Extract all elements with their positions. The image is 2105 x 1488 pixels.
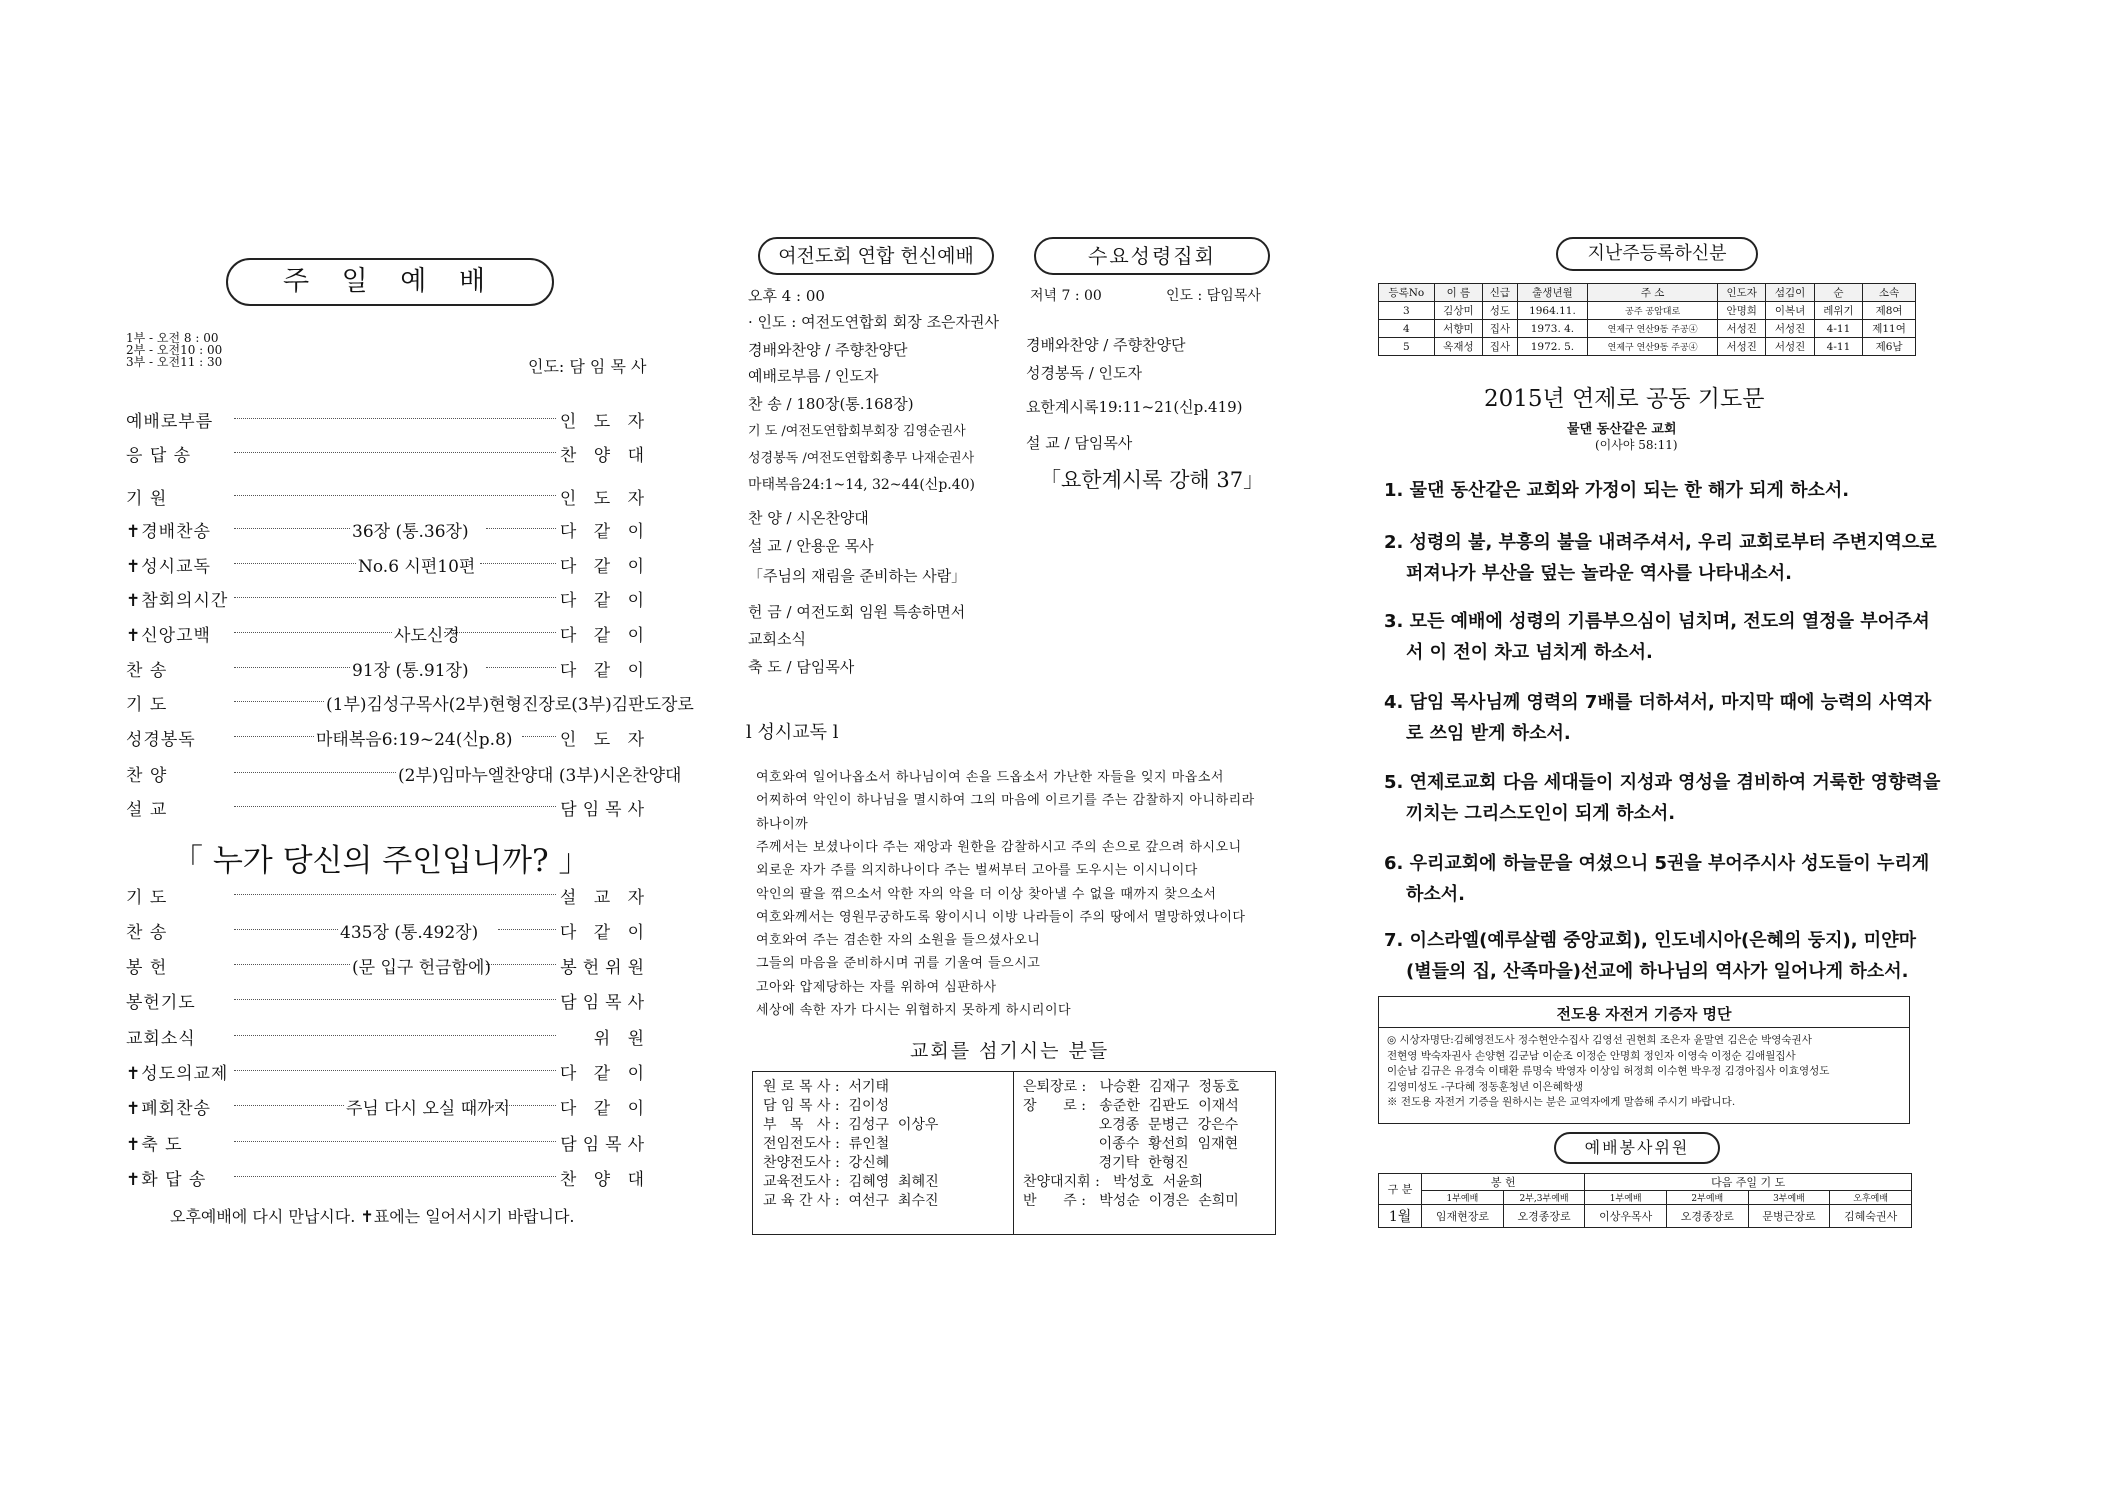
dotted-leader	[234, 418, 556, 419]
order-label: 봉헌기도	[126, 993, 196, 1013]
dotted-leader	[234, 1176, 556, 1177]
leaders-box	[752, 1071, 1276, 1235]
leader-line: 이종수 황선희 임재현	[1023, 1136, 1239, 1152]
prayer-title: 2015년 연제로 공동 기도문	[1484, 386, 1765, 412]
reading-line: 고아와 압제당하는 자를 위하여 심판하사	[756, 979, 997, 995]
order-responsible: 인 도 자	[559, 489, 650, 509]
order-responsible: 찬 양 대	[559, 1170, 650, 1190]
order-row	[126, 621, 650, 646]
dotted-leader	[234, 528, 350, 529]
order-label: ✝폐회찬송	[126, 1099, 211, 1119]
dotted-leader	[234, 736, 314, 737]
header-cell: 소속	[1863, 284, 1916, 302]
women-service-line: 찬 송 / 180장(통.168장)	[748, 395, 914, 413]
leader-line: 교 육 간 사 : 여선구 최수진	[763, 1193, 939, 1209]
dotted-leader	[234, 701, 324, 702]
order-responsible: 다 같 이	[559, 626, 650, 646]
reading-line: 하나이까	[756, 816, 809, 832]
bike-donor-line: ◎ 시상자명단:김혜영전도사 정수현안수집사 김영선 권현희 조은자 윤말연 김은순 박영숙권사	[1387, 1034, 1812, 1046]
subheader-cell: 2부,3부예배	[1503, 1191, 1585, 1205]
new-members-table	[1378, 283, 1916, 356]
dotted-leader	[234, 495, 556, 496]
header-cell: 다음 주일 기 도	[1585, 1174, 1912, 1191]
reading-line: 외로운 자가 주를 의지하나이다 주는 벌써부터 고아를 도우시는 이시니이다	[756, 863, 1198, 879]
order-label: 교회소식	[126, 1029, 196, 1049]
women-service-line: 경배와찬양 / 주향찬양단	[748, 341, 908, 359]
order-detail: 사도신경	[394, 626, 460, 646]
order-row	[126, 407, 650, 432]
women-service-line: 성경봉독 /여전도연합회총무 나재순권사	[748, 451, 975, 466]
order-label: 기 도	[126, 888, 168, 908]
sermon-title: 「 누가 당신의 주인입니까? 」	[172, 843, 590, 879]
order-responsible: 설 교 자	[559, 888, 650, 908]
leader-line: 부 목 사 : 김성구 이상우	[763, 1117, 939, 1133]
prayer-item: 4. 담임 목사님께 영력의 7배를 더하셔서, 마지막 때에 능력의 사역자로 쓰임 받게 하소서.	[1384, 692, 1932, 744]
reading-line: 어찌하여 악인이 하나님을 멸시하여 그의 마음에 이르기를 주는 감찰하지 아니하리라	[756, 793, 1255, 809]
order-detail: (문 입구 헌금함에)	[352, 958, 492, 978]
order-row	[126, 552, 650, 577]
bike-box-divider	[1379, 1027, 1909, 1028]
table-cell: 4-11	[1814, 320, 1862, 338]
table-cell: 1972. 5.	[1517, 338, 1588, 356]
prayer-item: 7. 이스라엘(예루살렘 중앙교회), 인도네시아(은혜의 둥지), 미얀마(별들의 집, 산족마을)선교에 하나님의 역사가 일어나게 하소서.	[1384, 930, 1916, 982]
wednesday-service-line: 요한계시록19:11~21(신p.419)	[1026, 398, 1243, 416]
table-cell: 오경종장로	[1503, 1205, 1585, 1228]
order-responsible: 다 같 이	[559, 522, 650, 542]
dotted-leader	[480, 563, 556, 564]
order-row	[126, 953, 650, 978]
header-cell: 출생년월	[1517, 284, 1588, 302]
header-cell: 순	[1814, 284, 1862, 302]
header-cell: 주 소	[1588, 284, 1718, 302]
bike-donor-line: ※ 전도용 자전거 기증을 원하시는 분은 교역자에게 말씀해 주시기 바랍니다.	[1387, 1096, 1736, 1108]
dotted-leader	[234, 563, 356, 564]
reading-line: 여호와여 일어나옵소서 하나님이여 손을 드옵소서 가난한 자들을 잊지 마옵소서	[756, 770, 1224, 785]
prayer-subtitle: 물댄 동산같은 교회	[1567, 422, 1677, 437]
leaders-heading: 교회를 섬기시는 분들	[910, 1040, 1110, 1062]
leader-line: 원 로 목 사 : 서기태	[763, 1079, 890, 1095]
header-cell: 등록No	[1379, 284, 1435, 302]
dotted-leader	[486, 964, 556, 965]
wednesday-leader: 인도 : 담임목사	[1166, 288, 1261, 304]
prayer-item: 2. 성령의 불, 부흥의 불을 내려주셔서, 우리 교회로부터 주변지역으로 퍼져나가 부산을 덮는 놀라운 역사를 나타내소서.	[1384, 532, 1937, 584]
subheader-cell: 1부예배	[1422, 1191, 1504, 1205]
order-row	[126, 1024, 650, 1049]
order-row	[126, 517, 650, 542]
order-responsible: 담임목사	[560, 800, 650, 820]
order-row	[126, 883, 650, 908]
order-responsible: 다 같 이	[559, 1099, 650, 1119]
dotted-leader	[234, 1070, 556, 1071]
order-responsible: 다 같 이	[559, 661, 650, 681]
dotted-leader	[234, 999, 556, 1000]
order-responsible: 다 같 이	[559, 923, 650, 943]
subheader-cell: 2부예배	[1667, 1191, 1749, 1205]
order-row	[126, 725, 650, 750]
leader-line: 담 임 목 사 : 김이성	[763, 1098, 890, 1114]
order-label: 기 원	[126, 489, 168, 509]
table-cell: 김혜숙권사	[1830, 1205, 1912, 1228]
dotted-leader	[234, 667, 350, 668]
table-cell: 이복녀	[1766, 302, 1814, 320]
service-volunteers-pill: 예배봉사위원	[1554, 1132, 1720, 1164]
prayer-item: 3. 모든 예배에 성령의 기름부으심이 넘치며, 전도의 열정을 부어주셔서 이 전이 차고 넘치게 하소서.	[1384, 611, 1930, 663]
table-cell: 레위기	[1814, 302, 1862, 320]
order-responsible: 다 같 이	[559, 591, 650, 611]
dotted-leader	[234, 1141, 556, 1142]
order-responsible: 담임목사	[560, 993, 650, 1013]
bike-donors-box	[1378, 996, 1910, 1124]
table-row	[1379, 1205, 1912, 1228]
order-responsible: 찬 양 대	[559, 446, 650, 466]
table-cell: 서성진	[1766, 320, 1814, 338]
leader-line: 교육전도사 : 김혜영 최혜진	[763, 1174, 939, 1190]
table-cell: 제8여	[1863, 302, 1916, 320]
order-detail: 마태복음6:19~24(신p.8)	[316, 730, 513, 750]
dotted-leader	[234, 452, 556, 453]
table-cell: 공주 공암대로	[1588, 302, 1718, 320]
women-service-line: 기 도 /여전도연합회부회장 김영순권사	[748, 424, 966, 439]
dotted-leader	[234, 1105, 344, 1106]
table-cell: 집사	[1483, 338, 1518, 356]
dotted-leader	[234, 929, 338, 930]
table-cell: 1973. 4.	[1517, 320, 1588, 338]
wednesday-time: 저녁 7 : 00	[1030, 288, 1102, 304]
table-cell: 제11여	[1863, 320, 1916, 338]
order-detail: (2부)임마누엘찬양대 (3부)시온찬양대	[398, 766, 682, 786]
order-row	[126, 586, 650, 611]
order-label: ✝성도의교제	[126, 1064, 229, 1084]
dotted-leader	[234, 806, 556, 807]
order-label: ✝참회의시간	[126, 591, 229, 611]
order-row	[126, 988, 650, 1013]
dotted-leader	[486, 667, 556, 668]
dotted-leader	[498, 929, 556, 930]
order-row	[126, 484, 650, 509]
table-header-row	[1379, 284, 1916, 302]
month-cell: 1월	[1379, 1205, 1422, 1228]
dotted-leader	[234, 894, 556, 895]
order-detail: 36장 (통.36장)	[352, 522, 469, 542]
order-row	[126, 656, 650, 681]
women-service-line: 「주님의 재림을 준비하는 사람」	[748, 567, 967, 585]
women-service-line: 오후 4 : 00	[748, 287, 825, 305]
prayer-item: 6. 우리교회에 하늘문을 여셨으니 5권을 부어주시사 성도들이 누리게 하소서.	[1384, 853, 1930, 905]
order-row	[126, 1130, 650, 1155]
leaders-left	[763, 1078, 939, 1211]
dotted-leader	[522, 736, 556, 737]
leader-line: 찬양전도사 : 강신혜	[763, 1155, 890, 1171]
order-detail: No.6 시편10편	[358, 557, 476, 577]
prayer-item: 5. 연제로교회 다음 세대들이 지성과 영성을 겸비하여 거룩한 영향력을 끼치는 그리스도인이 되게 하소서.	[1384, 772, 1941, 824]
table-subheader-row	[1379, 1191, 1912, 1205]
leaders-right	[1023, 1078, 1239, 1211]
order-detail: 435장 (통.492장)	[340, 923, 479, 943]
order-responsible: 인 도 자	[559, 412, 650, 432]
order-label: 봉 헌	[126, 958, 168, 978]
order-row	[126, 1059, 650, 1084]
women-service-line: 설 교 / 안용운 목사	[748, 537, 874, 555]
order-row	[126, 690, 694, 715]
time-2: 2부 - 오전10 : 00	[126, 343, 223, 357]
subheader-cell: 오후예배	[1830, 1191, 1912, 1205]
table-cell: 이상우목사	[1585, 1205, 1667, 1228]
women-service-line: 예배로부름 / 인도자	[748, 367, 879, 385]
leader-line: 찬양대지휘 : 박성호 서윤희	[1023, 1174, 1204, 1190]
table-cell: 제6남	[1863, 338, 1916, 356]
order-label: 예배로부름	[126, 412, 214, 432]
table-row	[1379, 320, 1916, 338]
table-cell: 집사	[1483, 320, 1518, 338]
prayer-reference: (이사야 58:11)	[1595, 438, 1678, 452]
table-cell: 연제구 연산9동 주공④	[1588, 320, 1718, 338]
header-cell: 인도자	[1718, 284, 1766, 302]
order-responsible: 인 도 자	[559, 730, 650, 750]
table-cell: 옥재성	[1434, 338, 1482, 356]
bike-donors-title: 전도용 자전거 기증자 명단	[1556, 1005, 1732, 1023]
order-row	[126, 795, 650, 820]
dotted-leader	[486, 528, 556, 529]
order-row	[126, 918, 650, 943]
dotted-leader	[234, 632, 392, 633]
dotted-leader	[492, 1105, 556, 1106]
wednesday-service-pill: 수요성령집회	[1034, 237, 1270, 275]
women-service-line: 교회소식	[748, 630, 806, 648]
sunday-service-title: 주 일 예 배	[226, 258, 554, 306]
women-service-line: 축 도 / 담임목사	[748, 658, 855, 676]
new-members-pill: 지난주등록하신분	[1556, 237, 1758, 271]
order-detail: 91장 (통.91장)	[352, 661, 469, 681]
reading-line: 여호와께서는 영원무궁하도록 왕이시니 이방 나라들이 주의 땅에서 멸망하였나이다	[756, 909, 1246, 925]
bike-donor-line: 이순남 김규은 유경숙 이태환 류명숙 박영자 이상임 허정희 이수현 박우정 김경아집사 이효영성도	[1387, 1065, 1830, 1077]
order-label: 찬 송	[126, 923, 168, 943]
responsive-reading-heading: l 성시교독 l	[746, 722, 839, 743]
sunday-leader: 인도: 담 임 목 사	[528, 357, 647, 376]
table-cell: 서성진	[1718, 338, 1766, 356]
bike-donor-line: 전현영 박숙자권사 손양현 김군남 이순조 이정순 안명희 정인자 이영숙 이정순 김애월집사	[1387, 1049, 1796, 1062]
table-cell: 4	[1379, 320, 1435, 338]
table-header-row	[1379, 1174, 1912, 1191]
order-responsible: 담임목사	[560, 1135, 650, 1155]
order-label: ✝축 도	[126, 1135, 183, 1155]
women-service-pill: 여전도회 연합 헌신예배	[758, 237, 994, 275]
order-label: ✝성시교독	[126, 557, 211, 577]
leader-line: 은퇴장로 : 나승환 김재구 정동호	[1023, 1079, 1240, 1095]
order-row	[126, 761, 682, 786]
table-cell: 서성진	[1718, 320, 1766, 338]
order-responsible: 봉헌위원	[560, 958, 650, 978]
service-volunteers-table	[1378, 1173, 1912, 1228]
dotted-leader	[234, 964, 350, 965]
wednesday-service-line: 경배와찬양 / 주향찬양단	[1026, 336, 1186, 354]
dotted-leader	[234, 1035, 556, 1036]
wednesday-sermon: 「요한계시록 강해 37」	[1040, 468, 1265, 492]
order-responsible: 다 같 이	[559, 1064, 650, 1084]
table-cell: 연제구 연산9동 주공④	[1588, 338, 1718, 356]
header-cell: 봉 헌	[1422, 1174, 1585, 1191]
table-cell: 서향미	[1434, 320, 1482, 338]
women-service-line: 마태복음24:1~14, 32~44(신p.40)	[748, 477, 976, 493]
time-3: 3부 - 오전11 : 30	[126, 355, 223, 369]
reading-line: 주께서는 보셨나이다 주는 재앙과 원한을 감찰하시고 주의 손으로 갚으려 하시오니	[756, 839, 1242, 855]
header-cell: 섬김이	[1766, 284, 1814, 302]
leader-line: 장 로 : 송준한 김판도 이재석	[1023, 1098, 1239, 1114]
order-label: ✝경배찬송	[126, 522, 211, 542]
table-cell: 오경종장로	[1667, 1205, 1749, 1228]
table-cell: 1964.11.	[1517, 302, 1588, 320]
reading-line: 여호와여 주는 겸손한 자의 소원을 들으셨사오니	[756, 933, 1041, 949]
order-label: 찬 양	[126, 766, 168, 786]
order-label: ✝화 답 송	[126, 1170, 207, 1190]
order-label: 응 답 송	[126, 446, 192, 466]
order-responsible: 위 원	[593, 1029, 650, 1049]
reading-line: 그들의 마음을 준비하시며 귀를 기울여 들으시고	[756, 956, 1041, 972]
order-detail: 주님 다시 오실 때까지	[346, 1099, 511, 1119]
order-responsible: 다 같 이	[559, 557, 650, 577]
table-cell: 성도	[1483, 302, 1518, 320]
reading-line: 세상에 속한 자가 다시는 위협하지 못하게 하시리이다	[756, 1003, 1072, 1018]
subheader-cell: 1부예배	[1585, 1191, 1667, 1205]
table-cell: 서성진	[1766, 338, 1814, 356]
leader-line: 오경종 문병근 강은수	[1023, 1117, 1239, 1133]
women-service-line: 찬 양 / 시온찬양대	[748, 509, 869, 527]
women-service-line: 헌 금 / 여전도회 임원 특송하면서	[748, 603, 966, 621]
order-row	[126, 441, 650, 466]
dotted-leader	[234, 772, 396, 773]
women-service-line: · 인도 : 여전도연합회 회장 조은자권사	[748, 313, 1000, 331]
table-cell: 5	[1379, 338, 1435, 356]
order-label: 설 교	[126, 800, 168, 820]
leader-line: 전임전도사 : 류인철	[763, 1136, 890, 1152]
prayer-item: 1. 물댄 동산같은 교회와 가정이 되는 한 해가 되게 하소서.	[1384, 480, 1850, 501]
header-cell: 이 름	[1434, 284, 1482, 302]
order-label: 성경봉독	[126, 730, 196, 750]
header-cell: 신급	[1483, 284, 1518, 302]
dotted-leader	[444, 632, 556, 633]
table-row	[1379, 338, 1916, 356]
order-row	[126, 1165, 650, 1190]
wednesday-service-line: 성경봉독 / 인도자	[1026, 364, 1143, 382]
leader-line: 경기탁 한형진	[1023, 1155, 1189, 1171]
table-cell: 4-11	[1814, 338, 1862, 356]
dotted-leader	[234, 597, 556, 598]
order-detail: (1부)김성구목사(2부)현형진장로(3부)김판도장로	[326, 695, 694, 715]
bike-donor-line: 김영미성도 -구다혜 정동훈청년 이은혜학생	[1387, 1080, 1584, 1093]
order-row	[126, 1094, 650, 1119]
leaders-divider	[1013, 1072, 1014, 1234]
leader-line: 반 주 : 박성순 이경은 손희미	[1023, 1193, 1239, 1209]
wednesday-service-line: 설 교 / 담임목사	[1026, 434, 1133, 452]
service-times	[126, 332, 222, 368]
time-1: 1부 - 오전 8 : 00	[126, 331, 219, 345]
header-cell: 구 분	[1379, 1174, 1422, 1205]
table-row	[1379, 302, 1916, 320]
reading-line: 악인의 팔을 꺾으소서 악한 자의 악을 더 이상 찾아낼 수 없을 때까지 찾으소서	[756, 886, 1217, 902]
subheader-cell: 3부예배	[1748, 1191, 1830, 1205]
order-label: 기 도	[126, 695, 168, 715]
left-footer: 오후예배에 다시 만납시다. ✝표에는 일어서시기 바랍니다.	[170, 1207, 575, 1226]
order-label: ✝신앙고백	[126, 626, 211, 646]
table-cell: 임재현장로	[1422, 1205, 1504, 1228]
table-cell: 문병근장로	[1748, 1205, 1830, 1228]
order-label: 찬 송	[126, 661, 168, 681]
bike-donors-text	[1387, 1033, 1829, 1111]
table-cell: 3	[1379, 302, 1435, 320]
table-cell: 김상미	[1434, 302, 1482, 320]
table-cell: 안명희	[1718, 302, 1766, 320]
